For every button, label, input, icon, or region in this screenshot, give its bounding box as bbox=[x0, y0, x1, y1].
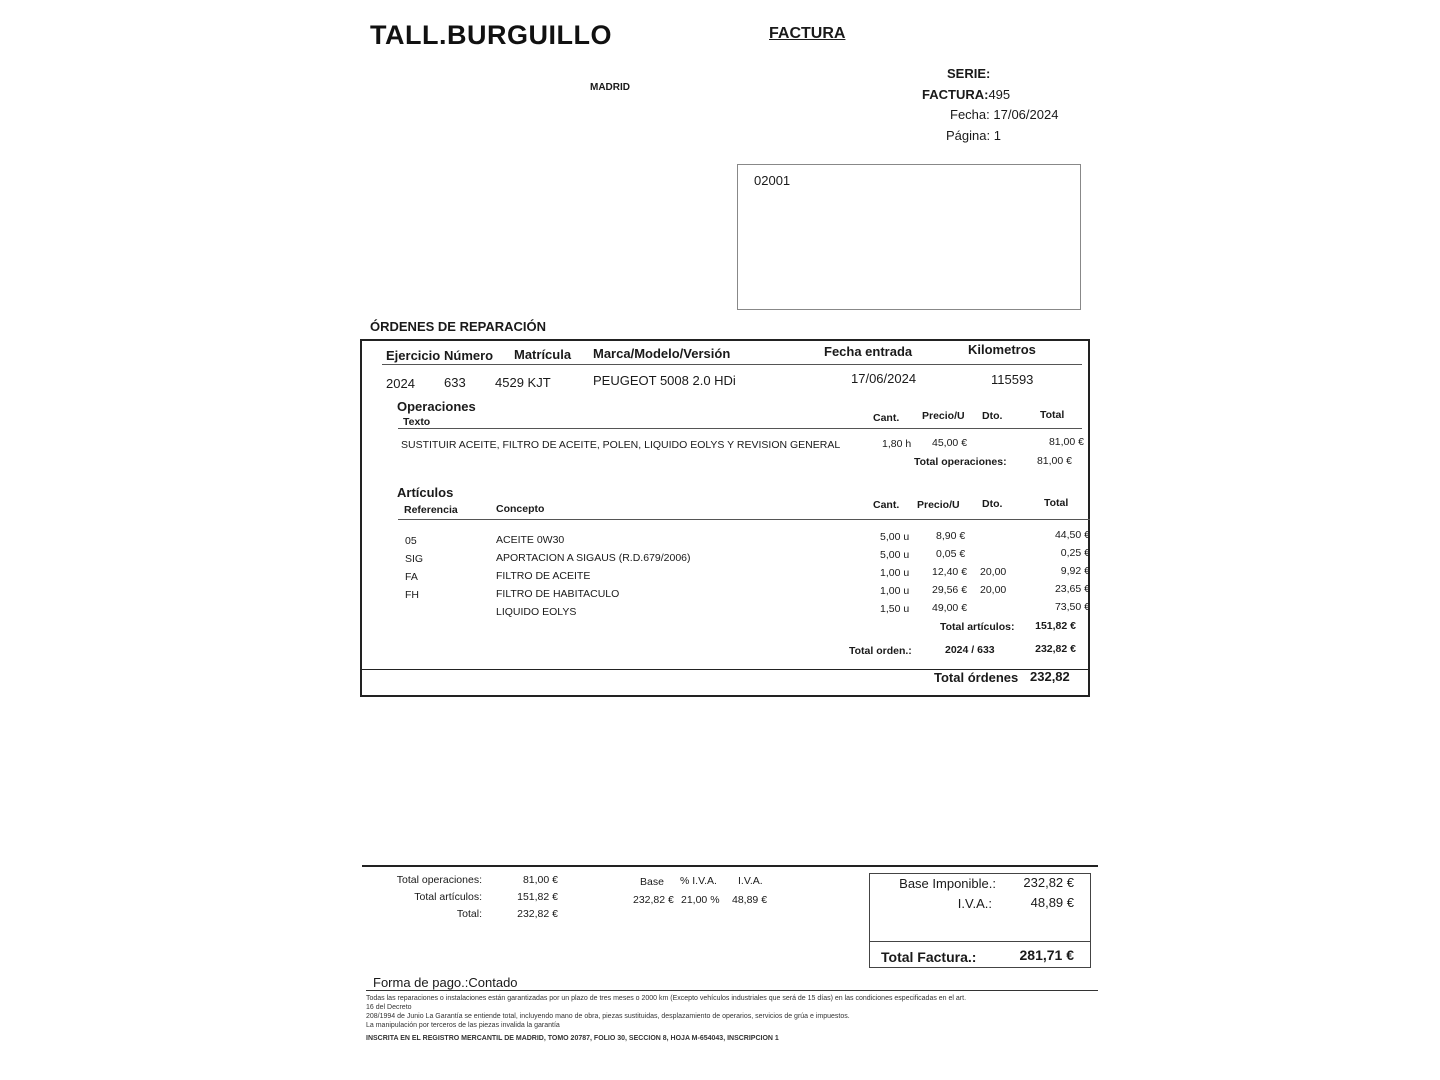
iva-pct: 21,00 % bbox=[681, 894, 720, 906]
total-orden-ref: 2024 / 633 bbox=[945, 644, 995, 656]
footer-line: 16 del Decreto bbox=[366, 1004, 412, 1011]
footer-line: INSCRITA EN EL REGISTRO MERCANTIL DE MADRID, TOMO 20787, FOLIO 30, SECCION 8, HOJA M-654043, INSCRIPCION 1 bbox=[366, 1035, 779, 1042]
col-matricula: Matrícula bbox=[514, 347, 572, 362]
total-orden-value: 232,82 € bbox=[1035, 643, 1076, 655]
total-orden-label: Total orden.: bbox=[849, 645, 912, 657]
page-number: Página: 1 bbox=[946, 128, 1001, 143]
articulo-dto: 20,00 bbox=[980, 584, 1007, 596]
articulo-total: 9,92 € bbox=[1060, 565, 1090, 577]
col-numero: Número bbox=[444, 348, 494, 363]
footer-line: 208/1994 de Junio La Garantía se entiende total, incluyendo mano de obra, piezas sustituidas, desplazamiento de operarios, servicios de grúa e impuestos. bbox=[366, 1013, 850, 1020]
client-address-box bbox=[737, 164, 1081, 310]
articulo-concepto: FILTRO DE ACEITE bbox=[496, 570, 591, 582]
iva-amount: 48,89 € bbox=[732, 894, 768, 906]
operaciones-col-dto: Dto. bbox=[982, 410, 1003, 422]
operaciones-header-divider bbox=[398, 428, 1082, 429]
articulo-concepto: LIQUIDO EOLYS bbox=[496, 606, 577, 618]
summary-articulos-label: Total artículos: bbox=[414, 891, 482, 903]
iva-value: 48,89 € bbox=[1030, 895, 1074, 910]
orders-header-divider bbox=[382, 364, 1082, 365]
row-numero: 633 bbox=[444, 375, 466, 390]
articulo-precio: 29,56 € bbox=[932, 584, 968, 596]
summary-operaciones-value: 81,00 € bbox=[522, 874, 558, 886]
articulo-total: 0,25 € bbox=[1060, 547, 1090, 559]
iva-base: 232,82 € bbox=[633, 894, 674, 906]
total-operaciones-label: Total operaciones: bbox=[914, 456, 1007, 468]
document-title: FACTURA bbox=[769, 25, 846, 42]
iva-col-base: Base bbox=[640, 876, 664, 888]
company-logo: TALL.BURGUILLO bbox=[370, 20, 612, 50]
total-articulos-label: Total artículos: bbox=[940, 621, 1015, 633]
articulo-precio: 0,05 € bbox=[936, 548, 966, 560]
summary-operaciones-label: Total operaciones: bbox=[396, 874, 482, 886]
total-factura-divider bbox=[870, 941, 1090, 942]
col-ejercicio: Ejercicio bbox=[386, 348, 441, 363]
articulos-col-precio: Precio/U bbox=[917, 499, 960, 511]
articulo-precio: 49,00 € bbox=[932, 602, 968, 614]
orders-section-title: ÓRDENES DE REPARACIÓN bbox=[370, 319, 547, 334]
invoice-date: Fecha: 17/06/2024 bbox=[950, 107, 1059, 122]
operaciones-col-total: Total bbox=[1040, 409, 1065, 421]
articulo-concepto: ACEITE 0W30 bbox=[496, 534, 565, 546]
row-ejercicio: 2024 bbox=[386, 376, 415, 391]
total-articulos-value: 151,82 € bbox=[1035, 620, 1076, 632]
summary-divider bbox=[362, 865, 1098, 867]
articulos-col-concepto: Concepto bbox=[496, 503, 545, 515]
col-kilometros: Kilometros bbox=[968, 342, 1036, 357]
articulo-total: 23,65 € bbox=[1054, 583, 1090, 595]
articulo-total: 44,50 € bbox=[1054, 529, 1090, 541]
row-modelo: PEUGEOT 5008 2.0 HDi bbox=[593, 373, 736, 388]
total-ordenes-label: Total órdenes bbox=[934, 670, 1019, 685]
articulo-ref: 05 bbox=[405, 535, 417, 547]
serie-label: SERIE: bbox=[947, 66, 991, 81]
articulos-col-ref: Referencia bbox=[404, 504, 458, 516]
articulo-precio: 12,40 € bbox=[932, 566, 968, 578]
articulo-ref: SIG bbox=[405, 553, 424, 565]
articulo-dto: 20,00 bbox=[980, 566, 1007, 578]
base-imponible-value: 232,82 € bbox=[1023, 875, 1074, 890]
company-city: MADRID bbox=[590, 82, 630, 93]
base-imponible-label: Base Imponible.: bbox=[899, 876, 996, 891]
operaciones-col-cant: Cant. bbox=[873, 412, 900, 424]
footer-legal bbox=[366, 994, 1096, 1043]
articulos-col-cant: Cant. bbox=[873, 499, 900, 511]
summary-articulos-value: 151,82 € bbox=[517, 891, 558, 903]
articulo-precio: 8,90 € bbox=[936, 530, 966, 542]
total-ordenes-value: 232,82 bbox=[1030, 669, 1070, 684]
articulo-concepto: FILTRO DE HABITACULO bbox=[496, 588, 620, 600]
total-factura-value: 281,71 € bbox=[1019, 947, 1074, 963]
iva-col-pct: % I.V.A. bbox=[680, 875, 717, 887]
articulo-total: 73,50 € bbox=[1054, 601, 1090, 613]
articulos-col-total: Total bbox=[1044, 497, 1069, 509]
operacion-total: 81,00 € bbox=[1048, 436, 1084, 448]
row-kilometros: 115593 bbox=[991, 372, 1034, 387]
articulo-cant: 1,50 u bbox=[880, 603, 910, 615]
iva-label: I.V.A.: bbox=[957, 896, 992, 911]
iva-col-iva: I.V.A. bbox=[738, 875, 763, 887]
client-code: 02001 bbox=[754, 173, 791, 188]
operaciones-title: Operaciones bbox=[397, 399, 476, 414]
articulo-cant: 1,00 u bbox=[880, 567, 910, 579]
summary-total-label: Total: bbox=[456, 908, 482, 920]
articulo-ref: FH bbox=[405, 589, 419, 601]
articulo-cant: 5,00 u bbox=[880, 531, 910, 543]
forma-pago: Forma de pago.:Contado bbox=[373, 975, 518, 990]
col-modelo: Marca/Modelo/Versión bbox=[593, 346, 731, 361]
articulo-cant: 5,00 u bbox=[880, 549, 910, 561]
footer-line: La manipulación por terceros de las piezas invalida la garantía bbox=[366, 1022, 560, 1029]
articulos-col-dto: Dto. bbox=[982, 498, 1003, 510]
articulo-ref: FA bbox=[405, 571, 418, 583]
operacion-texto: SUSTITUIR ACEITE, FILTRO DE ACEITE, POLEN, LIQUIDO EOLYS Y REVISION GENERAL bbox=[401, 439, 841, 451]
total-factura-label: Total Factura.: bbox=[881, 949, 977, 965]
row-matricula: 4529 KJT bbox=[495, 375, 551, 390]
footer-line: Todas las reparaciones o instalaciones están garantizadas por un plazo de tres meses o 2000 km (Excepto vehículos industriales que será de 15 días) en las condiciones especificadas en el art. bbox=[366, 995, 967, 1002]
operaciones-col-precio: Precio/U bbox=[922, 410, 965, 422]
articulo-concepto: APORTACION A SIGAUS (R.D.679/2006) bbox=[496, 552, 691, 564]
operaciones-col-texto: Texto bbox=[403, 416, 431, 428]
factura-number: FACTURA:495 bbox=[922, 87, 1011, 102]
operacion-cant: 1,80 h bbox=[882, 438, 912, 450]
articulos-title: Artículos bbox=[397, 485, 454, 500]
col-fecha-entrada: Fecha entrada bbox=[824, 344, 913, 359]
total-operaciones-value: 81,00 € bbox=[1036, 455, 1072, 467]
summary-total-value: 232,82 € bbox=[517, 908, 558, 920]
footer-divider bbox=[366, 990, 1098, 991]
articulo-cant: 1,00 u bbox=[880, 585, 910, 597]
row-fecha-entrada: 17/06/2024 bbox=[851, 371, 917, 386]
articulos-header-divider bbox=[398, 519, 1090, 520]
operacion-precio: 45,00 € bbox=[932, 437, 968, 449]
